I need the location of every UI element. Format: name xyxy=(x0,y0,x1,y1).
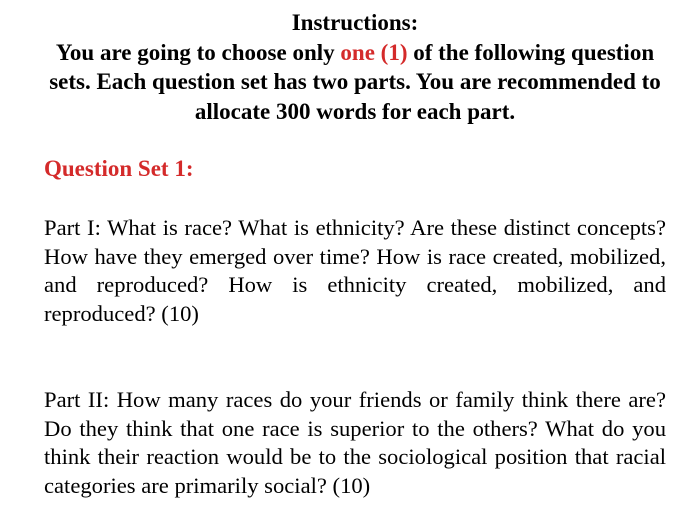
instructions-heading: Instructions: xyxy=(291,10,419,35)
instructions-highlight: one (1) xyxy=(340,39,408,65)
instructions-block xyxy=(40,8,670,126)
question-part-2: Part II: How many races do your friends or family think there are? Do they think that one race is superior to the others? What do you think their reaction would be to the sociological position that racial categories are primarily social? (10) xyxy=(44,387,666,498)
question-set-title: Question Set 1: xyxy=(44,156,194,181)
instructions-text-start: You are going to choose only xyxy=(55,39,341,65)
instructions-text-end: of the following question sets. Each question set has two parts. You are recommended to allocate 300 words for each part. xyxy=(49,39,661,124)
question-part-1: Part I: What is race? What is ethnicity? Are these distinct concepts? How have they emerged over time? How is race created, mobilized, and reproduced? How is ethnicity created, mobilized, and reproduced? (10) xyxy=(44,215,666,326)
